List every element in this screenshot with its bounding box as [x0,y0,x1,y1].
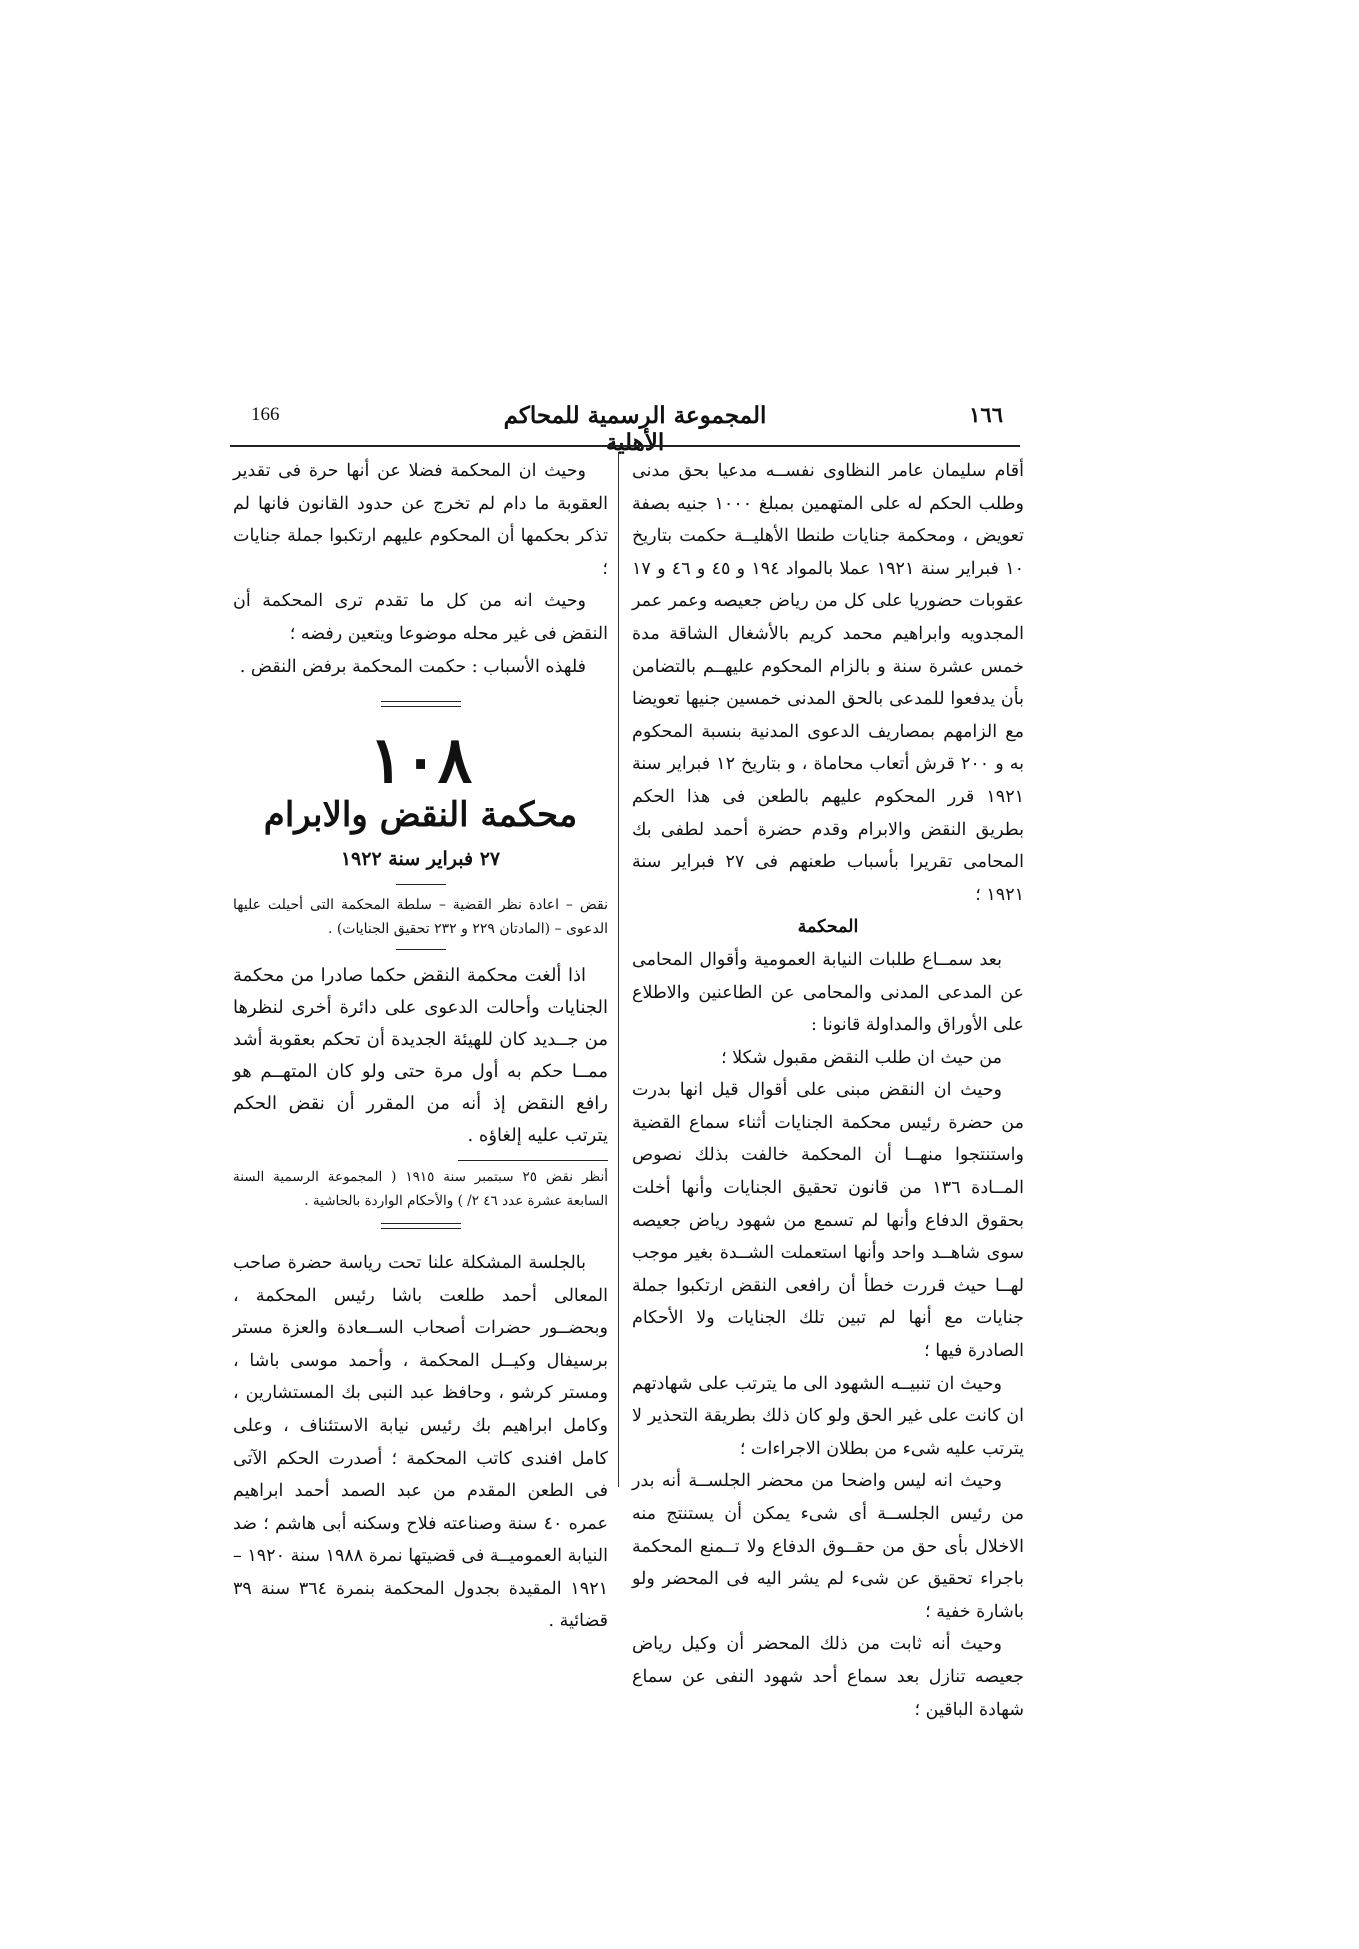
case-number: ١٠٨ [368,723,473,799]
reference-note: أنظر نقض ٢٥ سبتمبر سنة ١٩١٥ ( المجموعة الرسمية السنة السابعة عشرة عدد ٤٦ ٢/ ) والأحكام الواردة بالحاشية . [233,1168,608,1209]
reasoning-paragraph: وحيث انه ليس واضحا من محضر الجلســة أنه بدر من رئيس الجلســة أى شىء يمكن أن يستنتج منه الاخلال بأى حق من حقــوق الدفاع ولا تــمنع المحكمة باجراء تحقيق عن شىء لم يشر اليه فى المحضر ولو باشارة خفية ؛ [632,1471,1024,1622]
reasoning-paragraph: وحيث ان تنبيــه الشهود الى ما يترتب على شهادتهم ان كانت على غير الحق ولو كان ذلك بطريقة التحذير لا يترتب عليه شىء من بطلان الاجراءات ؛ [632,1373,1024,1459]
reasoning-paragraph: وحيث أنه ثابت من ذلك المحضر أن وكيل رياض جعيصه تنازل بعد سماع أحد شهود النفى عن سماع شهادة الباقين ؛ [632,1634,1024,1720]
page-number-latin: 166 [251,404,280,425]
left-column [233,455,608,1638]
case-date: ٢٧ فبراير سنة ١٩٢٢ [340,848,501,871]
court-heading: المحكمة [797,917,859,938]
page-number-arabic: ١٦٦ [969,402,1003,427]
preamble: بعد سمــاع طلبات النيابة العمومية وأقوال المحامى عن المدعى المدنى والمحامى عن الطاعنين والاطلاع على الأوراق والمداولة قانونا : [632,949,1024,1036]
court-name: محكمة النقض والابرام [263,795,578,836]
header-rule [230,445,1020,447]
holding: اذا ألغت محكمة النقض حكما صادرا من محكمة الجنايات وأحالت الدعوى على دائرة أخرى لنظرها من جــديد كان للهيئة الجديدة أن تحكم بعقوبة أشد ممــا حكم به أول مرة حتى ولو كان المتهــم هو رافع النقض إذ أنه من المقرر أن نقض الحكم يترتب عليه إلغاؤه . [233,964,608,1146]
opening-paragraph: أقام سليمان عامر النظاوى نفســه مدعيا بحق مدنى وطلب الحكم له على المتهمين بمبلغ ١٠٠٠ جنيه بصفة تعويض ، ومحكمة جنايات طنطا الأهليــة حكمت بتاريخ ١٠ فبراير سنة ١٩٢١ عملا بالمواد ١٩٤ و ٤٥ و ٤٦ و ١٧ عقوبات حضوريا على كل من رياض جعيصه وعمر عمر المجدويه وابراهيم محمد كريم بالأشغال الشاقة مدة خمس عشرة سنة و بالزام المحكوم عليهــم بالتضامن بأن يدفعوا للمدعى بالحق المدنى خمسين جنيها تعويضا مع الزامهم بمصاريف الدعوى المدنية بنسبة المحكوم به و ٢٠٠ قرش أتعاب محاماة ، و بتاريخ ١٢ فبراير سنة ١٩٢١ قرر المحكوم عليهم بالطعن فى هذا الحكم بطريق النقض والابرام وقدم حضرة أحمد لطفى بك المحامى تقريرا بأسباب طعنهم فى ٢٧ فبراير سنة ١٩٢١ ؛ [632,461,1025,905]
reasoning-paragraph: وحيث ان المحكمة فضلا عن أنها حرة فى تقدير العقوبة ما دام لم تخرج عن حدود القانون فانها لم تذكر بحكمها أن المحكوم عليهم ارتكبوا جملة جنايات ؛ [233,461,608,579]
column-divider [618,452,619,1487]
reasoning-paragraph: من حيث ان طلب النقض مقبول شكلا ؛ [721,1047,1002,1068]
ruling: فلهذه الأسباب : حكمت المحكمة برفض النقض . [239,656,586,677]
headnote-tags: نقض – اعادة نظر القضية – سلطة المحكمة التى أحيلت عليها الدعوى – (المادتان ٢٢٩ و ٢٣٢ تحقيق الجنايات) . [233,896,608,937]
reasoning-paragraph: وحيث انه من كل ما تقدم ترى المحكمة أن النقض فى غير محله موضوعا ويتعين رفضه ؛ [233,591,608,644]
page-header [235,400,1015,456]
running-title: المجموعة الرسمية للمحاكم الأهلية [503,402,767,456]
reasoning-paragraph: وحيث ان النقض مبنى على أقوال قيل انها بدرت من حضرة رئيس محكمة الجنايات أثناء سماع القضية واستنتجوا منهــا أن المحكمة خالفت بذلك نصوص المــادة ١٣٦ من قانون تحقيق الجنايات وأنها أخلت بحقوق الدفاع وأنها لم تسمع من شهود رياض جعيصه سوى شاهــد واحد وأنها استعملت الشــدة بغير موجب لهــا حيث قررت خطأ أن رافعى النقض ارتكبوا جملة جنايات مع أنها لم تبين تلك الجنايات ولا الأحكام الصادرة فيها ؛ [632,1080,1025,1362]
session-text: بالجلسة المشكلة علنا تحت رياسة حضرة صاحب المعالى أحمد طلعت باشا رئيس المحكمة ، وبحضــور حضرات أصحاب الســعادة والعزة مستر برسيفال وكيــل المحكمة ، وأحمد موسى باشا ، ومستر كرشو ، وحافظ عبد النبى بك المستشارين ، وكامل ابراهيم بك رئيس نيابة الاستئناف ، وعلى كامل افندى كاتب المحكمة ؛ أصدرت الحكم الآتى فى الطعن المقدم من عبد الصمد أحمد ابراهيم عمره ٤٠ سنة وصناعته فلاح وسكنه أبى هاشم ؛ ضد النيابة العموميــة فى قضيتها نمرة ١٩٨٨ سنة ١٩٢٠ – ١٩٢١ المقيدة بجدول المحكمة بنمرة ٣٦٤ سنة ٣٩ قضائية . [233,1252,609,1632]
right-column [632,455,1024,1726]
